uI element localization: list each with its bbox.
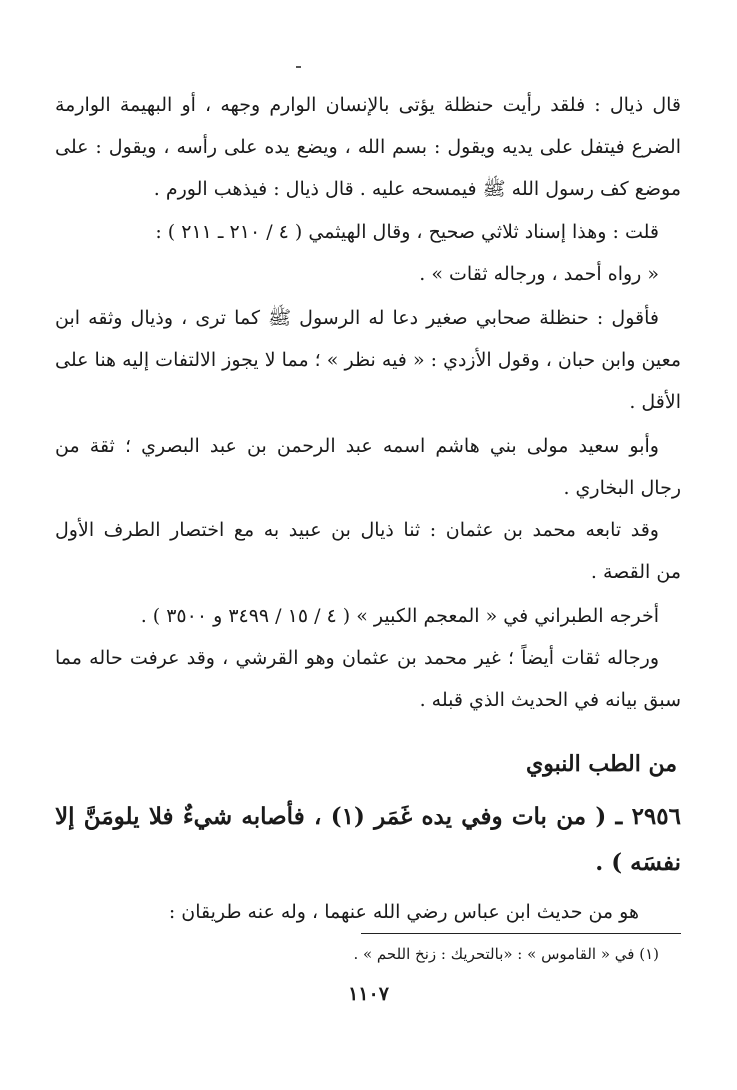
hadith-text: ٢٩٥٦ ـ ( من بات وفي يده غَمَر (١) ، فأصابه شيءٌ فلا يلومَنَّ إلا: [55, 803, 681, 830]
body-line: ورجاله ثقات أيضاً ؛ غير محمد بن عثمان وهو القرشي ، وقد عرفت حاله مما: [55, 647, 659, 669]
print-speck: [296, 66, 301, 68]
body-line: قلت : وهذا إسناد ثلاثي صحيح ، وقال الهيثمي ( ٤ / ٢١٠ ـ ٢١١ ) :: [155, 221, 659, 243]
footnote-separator: [361, 933, 681, 934]
body-line: من القصة .: [590, 561, 681, 583]
hadith-text: نفسَه ) .: [595, 849, 681, 876]
section-heading: من الطب النبوي: [526, 751, 677, 777]
body-line: « رواه أحمد ، ورجاله ثقات » .: [419, 263, 659, 285]
body-line: موضع كف رسول الله ﷺ فيمسحه عليه . قال ذيال : فيذهب الورم .: [153, 178, 681, 200]
body-line: قال ذيال : فلقد رأيت حنظلة يؤتى بالإنسان الوارم وجهه ، أو البهيمة الوارمة: [55, 94, 681, 116]
body-line: سبق بيانه في الحديث الذي قبله .: [419, 689, 681, 711]
body-line: أخرجه الطبراني في « المعجم الكبير » ( ٤ / ١٥ / ٣٤٩٩ و ٣٥٠٠ ) .: [140, 605, 659, 627]
footnote: (١) في « القاموس » : «بالتحريك : زنخ اللحم » .: [353, 945, 659, 963]
intro-line: هو من حديث ابن عباس رضي الله عنهما ، وله عنه طريقان :: [168, 901, 639, 923]
body-line: الضرع فيتفل على يديه ويقول : بسم الله ، ويضع يده على رأسه ، ويقول : على: [55, 136, 681, 158]
body-line: معين وابن حبان ، وقول الأزدي : « فيه نظر » ؛ مما لا يجوز الالتفات إليه هنا على: [55, 349, 681, 371]
body-line: وقد تابعه محمد بن عثمان : ثنا ذيال بن عبيد به مع اختصار الطرف الأول: [55, 519, 659, 541]
page-number: ١١٠٧: [348, 983, 389, 1005]
body-line: الأقل .: [629, 391, 681, 413]
body-line: رجال البخاري .: [563, 477, 681, 499]
body-line: فأقول : حنظلة صحابي صغير دعا له الرسول ﷺ كما ترى ، وذيال وثقه ابن: [55, 307, 659, 329]
body-line: وأبو سعيد مولى بني هاشم اسمه عبد الرحمن بن عبد البصري ؛ ثقة من: [55, 435, 659, 457]
